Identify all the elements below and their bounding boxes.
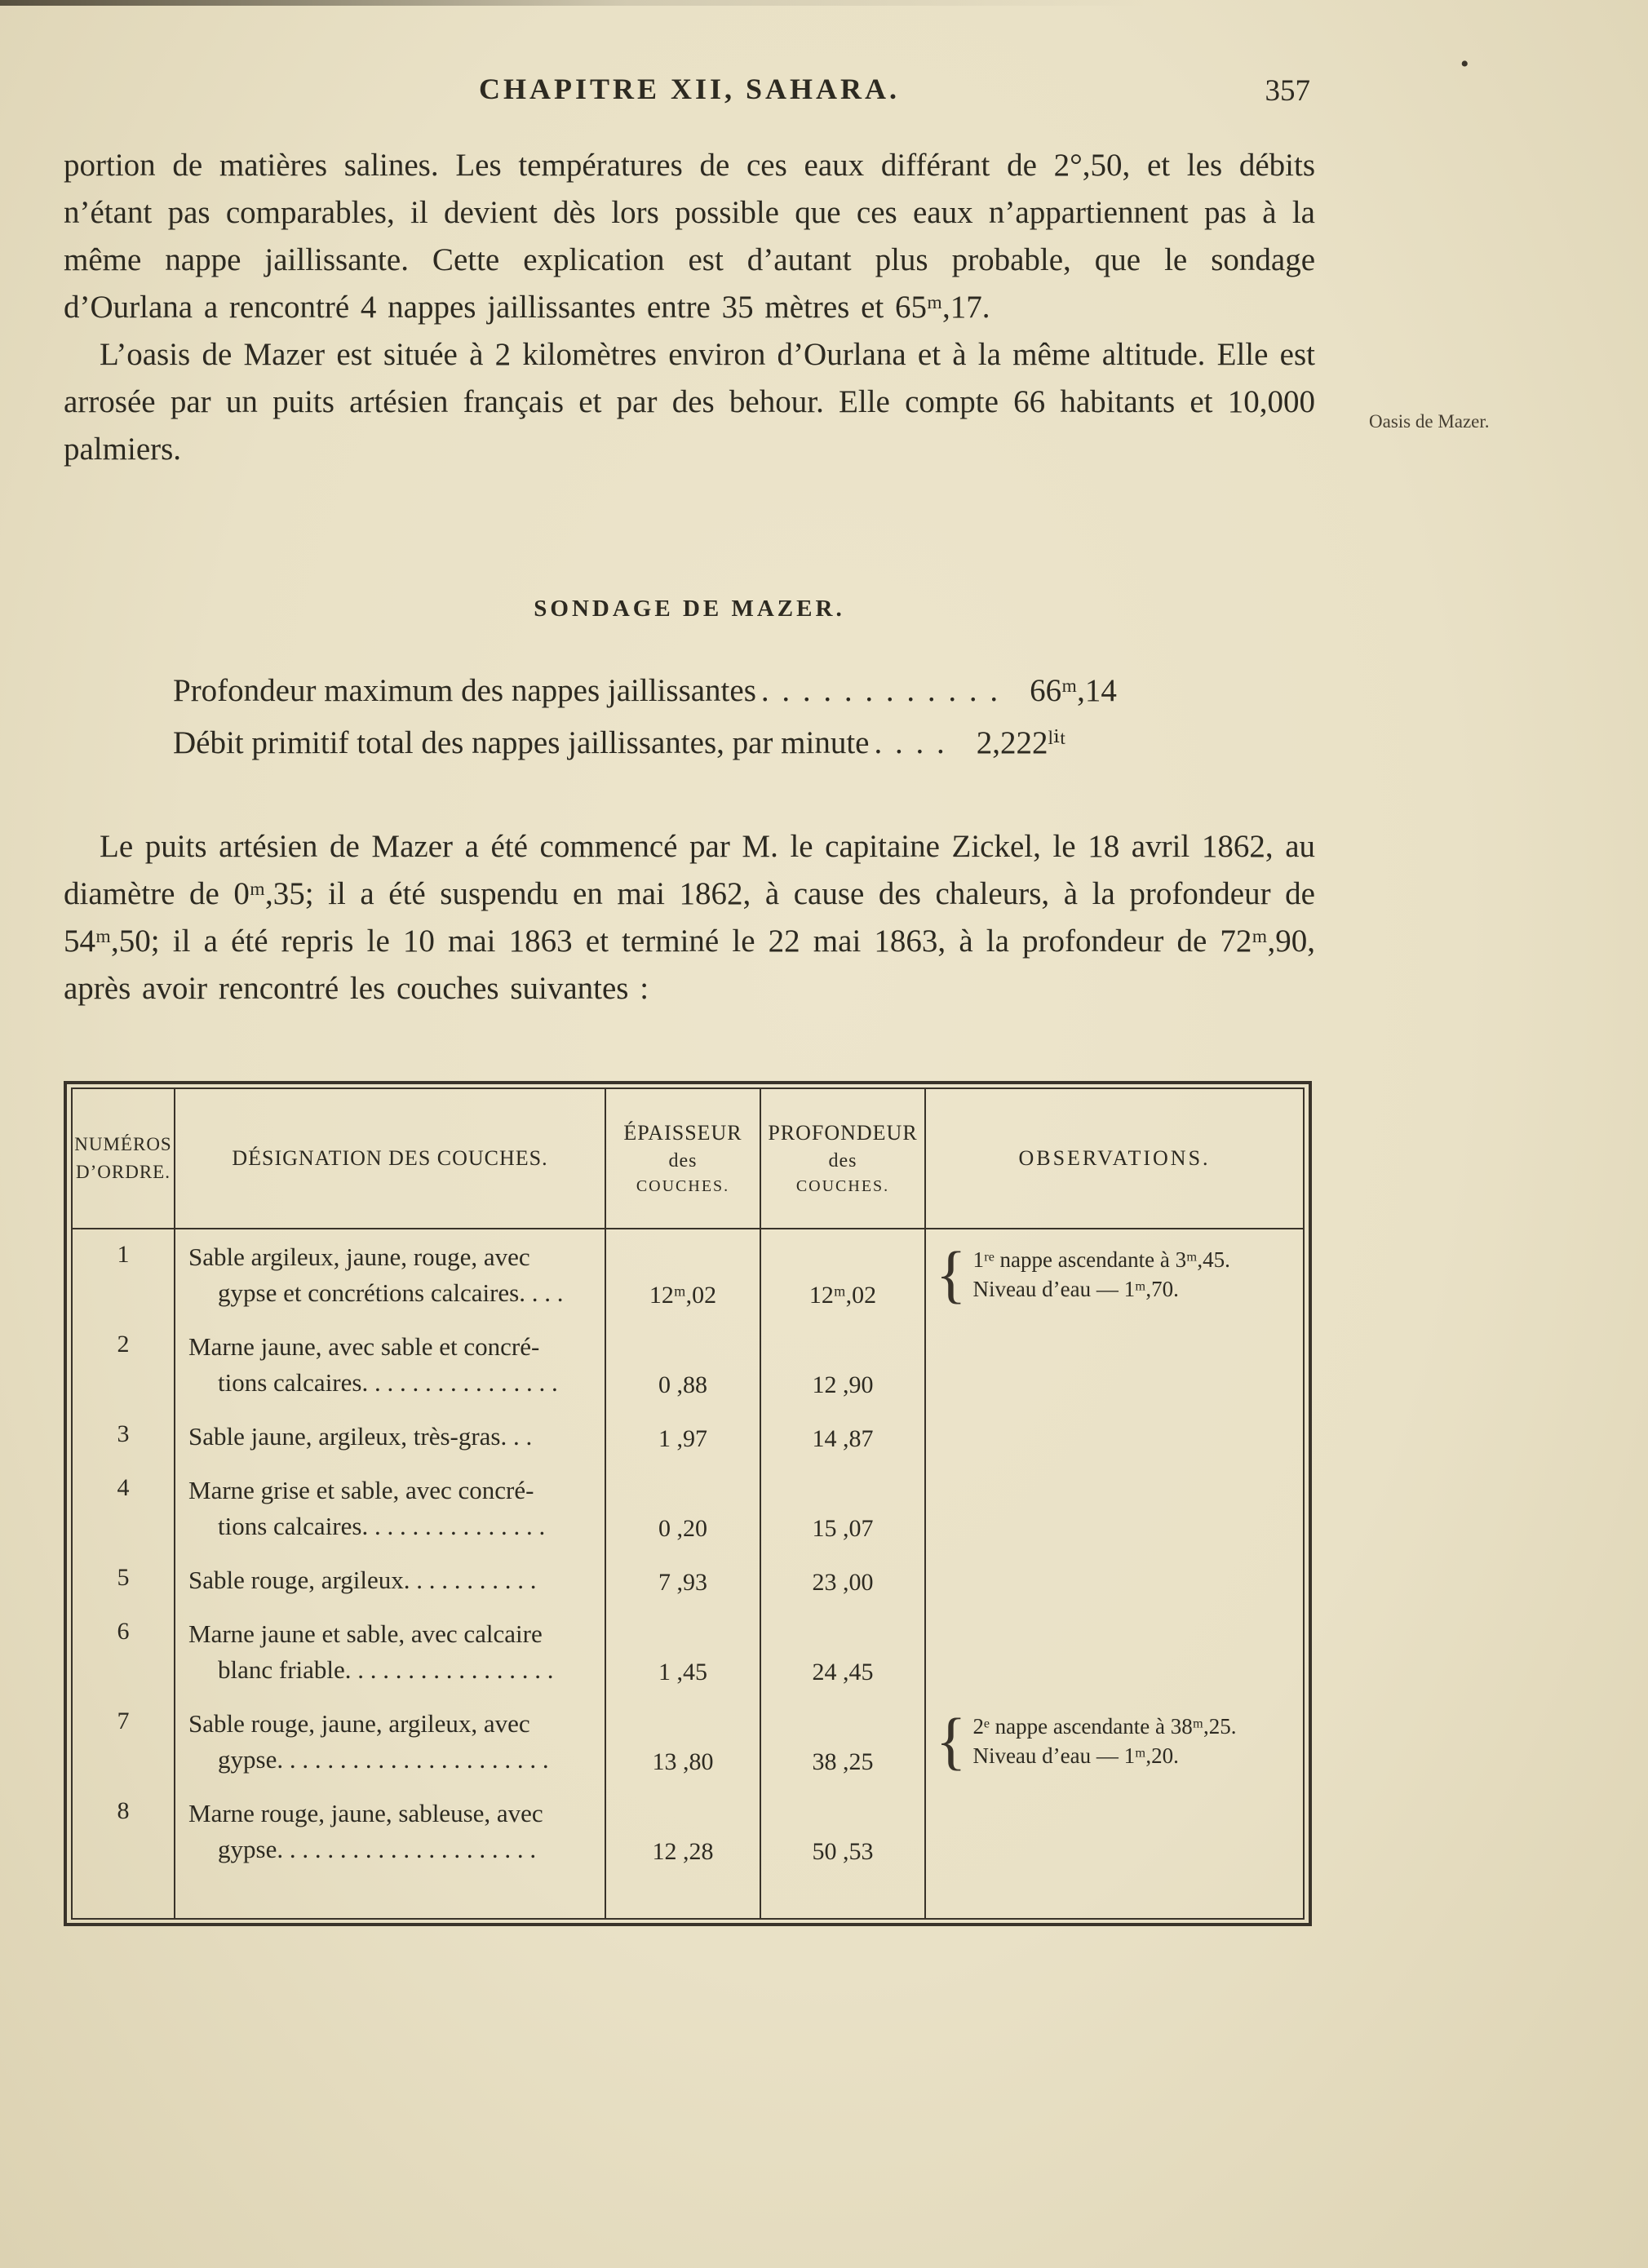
- header-line: DÉSIGNATION DES COUCHES.: [232, 1146, 548, 1170]
- header-line: PROFONDEUR: [768, 1121, 918, 1145]
- column-header-designation: [175, 1089, 606, 1229]
- header-line: COUCHES.: [795, 1177, 890, 1195]
- paragraph-3: Le puits artésien de Mazer a été commencé par M. le capitaine Zickel, le 18 avril 1862, au diamètre de 0ᵐ,35; il a été suspendu en mai 1862, à cause des chaleurs, à la profondeur de 54ᵐ,50; il a été repris le 10 mai 1863 et terminé le 22 mai 1863, à la profondeur de 72ᵐ,90, après avoir rencontré les couches suivantes :: [64, 829, 1315, 1006]
- row-number-cell: 1: [73, 1229, 175, 1319]
- thickness-cell: 13 ,80: [606, 1696, 761, 1786]
- designation-line-1: Sable jaune, argileux, très-gras. . .: [188, 1422, 533, 1451]
- thickness-cell: 1 ,45: [606, 1606, 761, 1696]
- header-line: des: [668, 1150, 698, 1172]
- row-number-cell: 2: [73, 1319, 175, 1409]
- observations-cell: [926, 1409, 1303, 1463]
- designation-line-1: Marne jaune, avec sable et concré-: [188, 1332, 540, 1361]
- designation-cell: [175, 1786, 606, 1876]
- designation-line-1: Marne jaune et sable, avec calcaire: [188, 1619, 543, 1648]
- depth-cell: 24 ,45: [761, 1606, 926, 1696]
- table-spacer-cell: [761, 1876, 926, 1918]
- depth-cell: 23 ,00: [761, 1553, 926, 1606]
- observation-line-2: Niveau d’eau — 1ᵐ,20.: [972, 1743, 1179, 1768]
- designation-line-2: gypse. . . . . . . . . . . . . . . . . . . . .: [218, 1835, 537, 1863]
- depth-cell: 15 ,07: [761, 1463, 926, 1553]
- row-number-cell: 5: [73, 1553, 175, 1606]
- scan-edge-shadow: [0, 0, 1648, 6]
- designation-line-1: Sable rouge, jaune, argileux, avec: [188, 1709, 530, 1738]
- thickness-cell: 12 ,28: [606, 1786, 761, 1876]
- leader-line-profondeur: [64, 665, 1315, 717]
- designation-line-2: blanc friable. . . . . . . . . . . . . . . . .: [218, 1655, 554, 1684]
- observation-lines: [972, 1245, 1229, 1304]
- observations-cell: [926, 1463, 1303, 1553]
- row-number-cell: 6: [73, 1606, 175, 1696]
- running-header: [64, 72, 1315, 116]
- leader-line-debit: [64, 717, 1315, 769]
- designation-line-2: gypse. . . . . . . . . . . . . . . . . . . . . .: [218, 1745, 549, 1774]
- designation-line-2: gypse et concrétions calcaires. . . .: [218, 1278, 564, 1307]
- designation-line-2: tions calcaires. . . . . . . . . . . . . . . .: [218, 1368, 558, 1397]
- row-number-cell: 3: [73, 1409, 175, 1463]
- thickness-cell: 12ᵐ,02: [606, 1229, 761, 1319]
- designation-cell: [175, 1319, 606, 1409]
- scan-artifact-dot: •: [1460, 51, 1469, 78]
- section-heading: SONDAGE DE MAZER.: [534, 596, 845, 622]
- header-line: D’ORDRE.: [76, 1162, 171, 1182]
- depth-cell: 50 ,53: [761, 1786, 926, 1876]
- designation-cell: [175, 1606, 606, 1696]
- leader-dots: . . . .: [874, 725, 947, 760]
- header-line: ÉPAISSEUR: [623, 1121, 742, 1145]
- observation-line-1: 1ʳᵉ nappe ascendante à 3ᵐ,45.: [972, 1247, 1230, 1272]
- observations-cell: [926, 1696, 1303, 1786]
- observation-lines: [972, 1712, 1236, 1770]
- row-number-cell: 8: [73, 1786, 175, 1876]
- depth-cell: 12ᵐ,02: [761, 1229, 926, 1319]
- leader-dots: . . . . . . . . . . . .: [760, 673, 1001, 708]
- chapter-title: CHAPITRE XII, SAHARA.: [478, 73, 901, 105]
- column-header-profondeur: [761, 1089, 926, 1229]
- designation-line-2: tions calcaires. . . . . . . . . . . . . . .: [218, 1512, 546, 1540]
- page-content: [64, 72, 1490, 1926]
- designation-line-1: Marne grise et sable, avec concré-: [188, 1476, 534, 1504]
- observation-line-2: Niveau d’eau — 1ᵐ,70.: [972, 1277, 1179, 1301]
- designation-cell: [175, 1229, 606, 1319]
- observations-cell: [926, 1786, 1303, 1876]
- designation-line-1: Sable argileux, jaune, rouge, avec: [188, 1243, 530, 1271]
- paragraph-2: L’oasis de Mazer est située à 2 kilomètres environ d’Ourlana et à la même altitude. Elle est arrosée par un puits artésien français et par des behour. Elle compte 66 habitants et 10,000 palmiers.: [64, 337, 1315, 467]
- strata-table-inner: [71, 1087, 1305, 1920]
- column-header-observations: [926, 1089, 1303, 1229]
- thickness-cell: 0 ,20: [606, 1463, 761, 1553]
- table-spacer-cell: [73, 1876, 175, 1918]
- thickness-cell: 1 ,97: [606, 1409, 761, 1463]
- table-spacer-cell: [926, 1876, 1303, 1918]
- observations-cell: [926, 1229, 1303, 1319]
- column-header-numeros: [73, 1089, 175, 1229]
- designation-cell: [175, 1409, 606, 1463]
- header-line: OBSERVATIONS.: [1018, 1146, 1211, 1170]
- designation-cell: [175, 1553, 606, 1606]
- observations-cell: [926, 1606, 1303, 1696]
- header-line: NUMÉROS: [74, 1134, 172, 1154]
- leader-label: Débit primitif total des nappes jaillissantes, par minute: [173, 725, 870, 760]
- margin-note: Oasis de Mazer.: [1369, 411, 1490, 432]
- designation-line-1: Marne rouge, jaune, sableuse, avec: [188, 1799, 543, 1827]
- thickness-cell: 7 ,93: [606, 1553, 761, 1606]
- observations-cell: [926, 1553, 1303, 1606]
- strata-table-grid: [73, 1089, 1303, 1918]
- brace-glyph: {: [936, 1238, 967, 1309]
- row-number-cell: 4: [73, 1463, 175, 1553]
- page-number: 357: [1265, 74, 1310, 108]
- table-spacer-cell: [175, 1876, 606, 1918]
- observations-cell: [926, 1319, 1303, 1409]
- leader-value: 66ᵐ,14: [1030, 673, 1117, 708]
- table-spacer-cell: [606, 1876, 761, 1918]
- designation-line-1: Sable rouge, argileux. . . . . . . . . . .: [188, 1566, 537, 1594]
- leader-value: 2,222ˡⁱᵗ: [976, 725, 1066, 760]
- header-line: COUCHES.: [636, 1177, 730, 1195]
- depth-cell: 14 ,87: [761, 1409, 926, 1463]
- depth-cell: 38 ,25: [761, 1696, 926, 1786]
- strata-table: [64, 1081, 1312, 1926]
- depth-cell: 12 ,90: [761, 1319, 926, 1409]
- observation-line-1: 2ᵉ nappe ascendante à 38ᵐ,25.: [972, 1714, 1237, 1739]
- column-header-epaisseur: [606, 1089, 761, 1229]
- row-number-cell: 7: [73, 1696, 175, 1786]
- paragraph-1: portion de matières salines. Les températures de ces eaux différant de 2°,50, et les débits n’étant pas comparables, il devient dès lors possible que ces eaux n’appartiennent pas à la même nappe jaillissante. Cette explication est d’autant plus probable, que le sondage d’Ourlana a rencontré 4 nappes jaillissantes entre 35 mètres et 65ᵐ,17.: [64, 148, 1315, 325]
- header-line: des: [828, 1150, 857, 1172]
- brace-glyph: {: [936, 1705, 967, 1776]
- leader-label: Profondeur maximum des nappes jaillissantes: [173, 673, 756, 708]
- designation-cell: [175, 1696, 606, 1786]
- designation-cell: [175, 1463, 606, 1553]
- thickness-cell: 0 ,88: [606, 1319, 761, 1409]
